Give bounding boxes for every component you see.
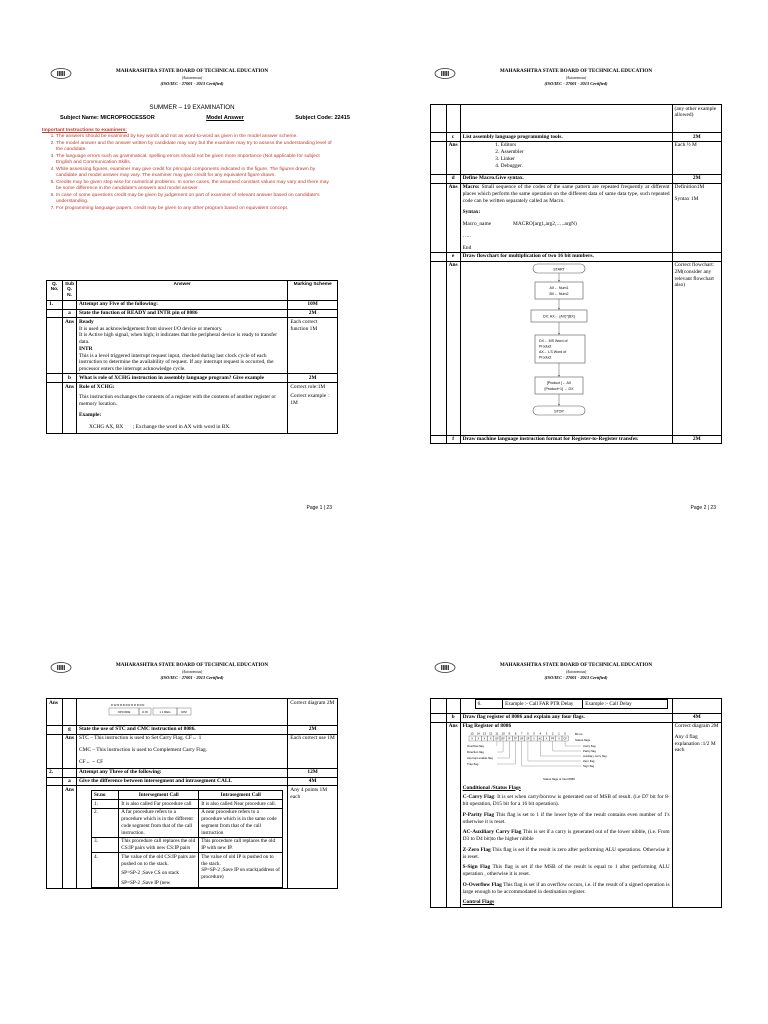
left-flag-labels bbox=[467, 741, 516, 766]
row4-inter-3: SP=SP-2 ;Save IP (new bbox=[121, 880, 171, 886]
bit-no-label: Bit no. bbox=[574, 731, 583, 736]
bit-number: 15 bbox=[470, 731, 474, 736]
format-opcode: OPCODE bbox=[117, 709, 131, 714]
syntax-body: ….. bbox=[462, 232, 471, 239]
q1g-marks: 2M bbox=[288, 725, 338, 734]
board-name: MAHARASHTRA STATE BOARD OF TECHNICAL EDUCATION bbox=[115, 662, 269, 668]
q1c-label: c bbox=[446, 133, 460, 142]
table-row bbox=[91, 853, 282, 888]
tool-item: 4. Debugger. bbox=[501, 163, 670, 170]
flow-start-label: START bbox=[552, 267, 565, 272]
q1a-marks: 2M bbox=[288, 309, 338, 318]
flow-step-store-3: AX← LS Word of bbox=[538, 350, 566, 354]
q1c-marks: 2M bbox=[672, 133, 721, 142]
row-sr: 6. bbox=[475, 700, 502, 709]
flow-step-store-1: DX← MS Word of bbox=[538, 339, 568, 343]
cmc-text: CMC – This instruction is used to Complement Carry Flag. bbox=[78, 746, 208, 753]
bit-cells bbox=[469, 736, 568, 741]
right-flag-label: Parity flag bbox=[582, 748, 596, 753]
ready-heading: Ready bbox=[79, 318, 94, 325]
left-flag-label: Direction flag bbox=[466, 749, 484, 754]
flag-register-diagram bbox=[463, 730, 669, 782]
row-intra: Example :- Call Delay bbox=[583, 700, 667, 709]
flag-name: Z-Zero Flag bbox=[462, 846, 491, 853]
iso-note: (ISO/IEC - 27001 - 2013 Certified) bbox=[160, 674, 224, 680]
right-flag-label: Zero flag bbox=[582, 758, 595, 763]
q1g-answer bbox=[76, 734, 287, 768]
q2-marks: 12M bbox=[288, 768, 338, 777]
row-inter: A far procedure refers to a procedure which is in the different code segment from that of the call instruction. bbox=[119, 808, 199, 837]
bit-cell-label: X bbox=[557, 737, 560, 741]
autonomous-note: (Autonomous) bbox=[181, 669, 203, 674]
bit-number: 3 bbox=[545, 731, 547, 736]
format-bit-labels: D W R R R R R R R R R R bbox=[110, 702, 145, 707]
bit-cell-label: PF bbox=[550, 737, 554, 741]
q1g-label: g bbox=[62, 725, 76, 734]
board-name: MAHARASHTRA STATE BOARD OF TECHNICAL EDUCATION bbox=[499, 662, 653, 668]
autonomous-note: (Autonomous) bbox=[181, 75, 203, 80]
table-row bbox=[475, 700, 667, 709]
call-diff-cell bbox=[76, 786, 287, 889]
table-row bbox=[91, 800, 282, 809]
macro-definition: Small sequence of the codes of the same pattern are repeated frequently at different places which perform the same operation on the different data of same data type, such repeated code can be written separately called as Macro. bbox=[462, 184, 670, 204]
ready-line-2: It is Active high signal, when high; it indicates that the peripheral device is ready to transfer data. bbox=[79, 332, 278, 346]
q1e-question: Draw flowchart for multiplication of two 16 bit numbers. bbox=[460, 252, 672, 261]
q1d-marks: 2M bbox=[672, 174, 721, 183]
ans-label: Ans bbox=[62, 786, 76, 889]
flag-description bbox=[463, 847, 670, 861]
subject-row bbox=[60, 115, 350, 121]
right-flag-label: Carry flag bbox=[582, 743, 596, 748]
q2a-scheme: Any 4 points 1M each bbox=[288, 786, 338, 889]
flow-step-save bbox=[535, 377, 583, 394]
multiplication-flowchart bbox=[463, 262, 669, 434]
flag-caption: Status flags of Intel 8086 bbox=[542, 776, 575, 781]
status-flags-label: Status flags bbox=[574, 737, 590, 742]
flow-step-store-4: Product bbox=[538, 355, 551, 360]
q1d-scheme-1: Definition1M bbox=[674, 184, 705, 190]
page-header bbox=[384, 68, 768, 87]
right-flag-labels bbox=[521, 741, 606, 768]
left-flag-label: Interrupt enable flag bbox=[466, 755, 493, 760]
q1b-label: b bbox=[62, 374, 76, 383]
bit-number: 2 bbox=[551, 731, 554, 736]
exam-title: SUMMER – 19 EXAMINATION bbox=[149, 104, 235, 111]
iso-note: (ISO/IEC - 27001 - 2013 Certified) bbox=[160, 80, 224, 86]
ans-label: Ans bbox=[62, 318, 76, 374]
q1c-question: List assembly language programming tools. bbox=[460, 133, 672, 142]
board-name: MAHARASHTRA STATE BOARD OF TECHNICAL EDUCATION bbox=[115, 68, 269, 74]
board-name: MAHARASHTRA STATE BOARD OF TECHNICAL EDUCATION bbox=[499, 68, 653, 74]
q1e-scheme: Correct flowchart: 2M(consider any relevant flowchart also) bbox=[672, 261, 721, 435]
row-inter bbox=[119, 853, 199, 888]
syntax-heading: Syntax: bbox=[462, 209, 481, 216]
flow-step-load bbox=[535, 282, 583, 299]
bit-cell-label: IF bbox=[507, 737, 511, 741]
q1e-label: e bbox=[446, 252, 460, 261]
model-answer-label: Model Answer bbox=[206, 115, 244, 121]
syntax-macro-args: MACRO[arg1,arg2,…..argN) bbox=[513, 221, 577, 227]
instruction-format-cell bbox=[76, 699, 287, 726]
q1b-question: What is role of XCHG instruction in assembly language program? Give example bbox=[77, 374, 288, 383]
row-intra: This procedure call replaces the old IP with new IP. bbox=[199, 837, 283, 853]
row-sr: 2. bbox=[91, 808, 118, 837]
ready-line-1: It is used as acknowledgement from slower I/O device or memory. bbox=[79, 325, 223, 332]
ans-label: Ans bbox=[62, 734, 76, 768]
iso-note: (ISO/IEC - 27001 - 2013 Certified) bbox=[544, 674, 608, 680]
iso-note: (ISO/IEC - 27001 - 2013 Certified) bbox=[544, 80, 608, 86]
flow-step-save-2: [Product+1] ← DX bbox=[544, 387, 574, 391]
q1b-scheme-2: Correct example : 1M bbox=[290, 393, 329, 407]
row-intra bbox=[199, 853, 283, 888]
instruction-item: 6. In case of some questions credit may be given by judgement on part of examiner of relevant answer based on candidate's understanding. bbox=[56, 193, 332, 206]
autonomous-note: (Autonomous) bbox=[565, 75, 587, 80]
flag-register-title: Flag Register of 8086 bbox=[462, 723, 512, 729]
flag-connector bbox=[521, 741, 580, 766]
bit-number: 0 bbox=[563, 731, 566, 736]
cf-complement: CF← ~ CF bbox=[78, 758, 104, 765]
flag-connector bbox=[497, 741, 503, 752]
intr-heading: INTR bbox=[79, 345, 93, 352]
q1d-answer bbox=[460, 183, 672, 252]
bit-cell-label: X bbox=[545, 737, 547, 741]
q2-number: 2. bbox=[47, 768, 63, 777]
th-subq: Sub Q. N. bbox=[62, 281, 76, 301]
q2a-label: a bbox=[62, 777, 76, 786]
ans-label: Ans bbox=[47, 699, 63, 726]
row-sr: 1. bbox=[91, 800, 118, 809]
q1a-answer bbox=[77, 318, 288, 374]
bit-number: 10 bbox=[501, 731, 505, 736]
ans-label: Ans bbox=[446, 261, 460, 435]
subject-code: Subject Code: 22415 bbox=[295, 115, 350, 121]
table-row bbox=[91, 837, 282, 853]
instruction-item: 1. The answers should be examined by key words and not as word-to-word as given in the model answer scheme. bbox=[56, 134, 332, 140]
page-3 bbox=[0, 512, 384, 1024]
xchg-example-heading: Example: bbox=[79, 411, 102, 418]
subject-name: Subject Name: MICROPROCESSOR bbox=[60, 115, 155, 121]
page-footer: Page 2 | 23 bbox=[690, 505, 716, 511]
tool-item: 1. Editors bbox=[501, 142, 670, 149]
syntax-end: End bbox=[462, 244, 472, 251]
format-dw: D W bbox=[142, 709, 148, 714]
instruction-item: 3. The language errors such as grammatical, spelling errors should not be given more Importance (Not applicable for subject English and Communication Skills. bbox=[56, 154, 332, 167]
flag-text: This flag is set if an overflow occurs, i.e. if the result of a signed operation is large enough to be accommodated in destination register. bbox=[462, 881, 670, 895]
row4-inter-1: The value of the old CS:IP pairs are pushed on to the stack. bbox=[121, 853, 196, 867]
q1b-marks: 2M bbox=[288, 374, 338, 383]
bit-cell-label: X bbox=[470, 737, 473, 741]
q1d-scheme-2: Syntax 1M bbox=[674, 195, 699, 202]
bit-number: 8 bbox=[514, 731, 516, 736]
left-flag-label: Overflow flag bbox=[466, 743, 484, 748]
q2b-question: Draw flag register of 8086 and explain any four flags. bbox=[460, 713, 672, 722]
q1b-scheme-1: Correct role:1M bbox=[290, 383, 326, 390]
q1a-question: State the function of READY and INTR pin of 8086 bbox=[77, 309, 288, 318]
q1-marks: 10M bbox=[288, 300, 338, 309]
flow-stop-label: STOP bbox=[553, 409, 564, 414]
bit-numbers bbox=[470, 731, 566, 735]
bit-cell-label: X bbox=[532, 737, 535, 741]
q2b-answer bbox=[460, 722, 672, 907]
page-header bbox=[0, 662, 384, 681]
instruction-item: 5. Credits may be given step wise for numerical problems. In some cases, the assumed constant values may vary and there may be some difference in the candidate's answers and model answer. bbox=[56, 180, 332, 193]
right-flag-label: Sign flag bbox=[582, 763, 594, 768]
flow-step-multiply-label: DX: AX← (AX)*(BX) bbox=[542, 314, 575, 319]
q1d-label: d bbox=[446, 174, 460, 183]
row-sr: 4. bbox=[91, 853, 118, 888]
flag-connector bbox=[497, 741, 516, 764]
q2b-label: b bbox=[446, 713, 460, 722]
left-flag-label: Trap flag bbox=[466, 761, 478, 766]
flowchart-cell bbox=[460, 261, 672, 435]
row-inter: Example :- Call FAR PTR Delay bbox=[503, 700, 583, 709]
bit-number: 13 bbox=[482, 731, 486, 736]
flag-description bbox=[463, 829, 670, 843]
page-1 bbox=[0, 0, 384, 512]
answer-table-p3 bbox=[46, 698, 338, 889]
flag-text: : It is set when carry/borrow is generated out of MSB of result. (i.e D7 bit for 8-bit operation, D15 bit for a 16 bit operation). bbox=[462, 794, 670, 807]
row-sr: 3. bbox=[91, 837, 118, 853]
th-intrasegment: Intrasegment Call bbox=[199, 791, 283, 800]
format-rm: R/M bbox=[181, 709, 187, 714]
row-inter: It is also called Far procedure call bbox=[119, 800, 199, 809]
q1f-marks: 2M bbox=[672, 435, 721, 444]
bit-cell-label: DF bbox=[501, 737, 505, 741]
flag-name: C-Carry Flag bbox=[462, 794, 495, 801]
flow-step-save-1: [Product ]← AX bbox=[546, 381, 571, 385]
right-flag-label: Auxiliary carry flag bbox=[582, 753, 607, 758]
instruction-item: 4. While assessing figures, examiner may give credit for principal components indicated in the figure. The figures drawn by candidate and model answer may vary. The examiner may give credit for any equivalent figure drawn. bbox=[56, 167, 332, 180]
flag-name: O-Overflow Flag bbox=[462, 881, 502, 888]
bit-number: 6 bbox=[526, 731, 529, 736]
q1c-scheme: Each ½ M bbox=[672, 141, 721, 174]
conditional-flags-heading: Conditional /Status Flags bbox=[462, 784, 521, 791]
xchg-role-text: This instruction exchanges the contents of a register with the contents of another register or memory location. bbox=[79, 394, 277, 408]
q1-number: 1. bbox=[47, 300, 63, 309]
ans-label: Ans bbox=[446, 722, 460, 907]
page-header bbox=[0, 68, 384, 87]
q2b-scheme-2: Any 4 flag explanation :1/2 M each bbox=[674, 733, 716, 754]
flow-step-load-2: BX← Num2 bbox=[549, 292, 569, 296]
row4-inter-2: SP=SP-2 ;Save CS on stack bbox=[121, 870, 179, 877]
instructions-list bbox=[42, 134, 332, 212]
th-qno: Q. No. bbox=[47, 281, 63, 301]
q2b-scheme-1: Correct diagram 2M bbox=[674, 723, 719, 729]
bit-number: 1 bbox=[557, 731, 560, 736]
macro-heading: Macro: bbox=[462, 184, 480, 190]
bit-number: 14 bbox=[476, 731, 480, 736]
bit-cell-label: X bbox=[489, 737, 492, 741]
bit-number: 5 bbox=[532, 731, 535, 736]
row4-intra-2: SP=SP-2 ;Save IP on stack(address of procedure) bbox=[201, 867, 280, 880]
q2b-marks: 4M bbox=[672, 713, 721, 722]
th-intersegment: Intersegment Call bbox=[119, 791, 199, 800]
bit-cell-label: X bbox=[483, 737, 485, 741]
q1b-scheme bbox=[288, 383, 338, 434]
flag-connector bbox=[540, 741, 581, 756]
page-header bbox=[384, 662, 768, 681]
bit-cell-label: OF bbox=[494, 737, 499, 741]
bit-number: 4 bbox=[539, 731, 541, 736]
q1-text: Attempt any Five of the following: bbox=[77, 300, 288, 309]
bit-number: 11 bbox=[495, 731, 499, 736]
tool-item: 2. Assembler bbox=[501, 149, 670, 156]
th-answer: Answer bbox=[77, 281, 288, 301]
flag-name: P-Parity Flag bbox=[462, 811, 495, 818]
q1d-scheme bbox=[672, 183, 721, 252]
call-difference-table bbox=[91, 790, 283, 888]
autonomous-note: (Autonomous) bbox=[565, 669, 587, 674]
q1a-label: a bbox=[62, 309, 76, 318]
flow-step-store-2: Product bbox=[538, 344, 551, 349]
q1g-question: State the use of STC and CMC instruction of 8086. bbox=[76, 725, 287, 734]
q1f-scheme: Correct diagram 2M bbox=[288, 699, 338, 726]
call-difference-table-cont bbox=[475, 699, 668, 709]
q2a-question: Give the difference between intersegment and intrasegment CALL bbox=[76, 777, 287, 786]
instruction-format-diagram bbox=[79, 700, 229, 722]
flag-text: This flag is set if the MSB of the result is equal to 1 after performing ALU operation , otherwise it is reset. bbox=[462, 864, 670, 877]
q1f-label: f bbox=[446, 435, 460, 444]
flow-step-load-1: AX← Num1 bbox=[549, 286, 569, 290]
flag-descriptions bbox=[463, 794, 670, 895]
flag-description bbox=[463, 882, 670, 896]
page-4 bbox=[384, 512, 768, 1024]
ans-label: Ans bbox=[446, 183, 460, 252]
flag-text: This flag is set to 1 if the lower byte of the result contains even number of 1's otherwise it is reset. bbox=[462, 811, 670, 825]
bit-number: 7 bbox=[520, 731, 523, 736]
q2-text: Attempt any Three of the following: bbox=[76, 768, 287, 777]
bit-cell-label: X bbox=[477, 737, 479, 741]
flag-description bbox=[463, 794, 670, 808]
bit-cell-label: AC bbox=[538, 737, 542, 741]
flag-name: S-Sign Flag bbox=[462, 864, 491, 871]
row4-intra-1: The value of old IP is pushed on to the stack. bbox=[201, 853, 274, 867]
answer-table-p4 bbox=[430, 698, 722, 908]
row-inter: This procedure call replaces the old CS:IP pairs with new CS:IP pairs bbox=[119, 837, 199, 853]
page-footer: Page 1 | 23 bbox=[306, 505, 332, 511]
th-srno: Sr.no bbox=[91, 791, 118, 800]
q2b-scheme bbox=[672, 722, 721, 907]
bit-cell-label: CF bbox=[563, 737, 567, 741]
tool-item: 3. Linker bbox=[501, 156, 670, 163]
instructions bbox=[42, 128, 332, 212]
flag-description bbox=[463, 812, 670, 826]
bit-cell-label: TF bbox=[513, 737, 517, 741]
ans-label: Ans bbox=[446, 141, 460, 174]
call-diff-continued bbox=[460, 699, 672, 714]
q1a-scheme: Each correct function 1M bbox=[288, 318, 338, 374]
q2a-marks: 4M bbox=[288, 777, 338, 786]
row-intra: It is also called Near procedure call. bbox=[199, 800, 283, 809]
bit-cell-label: SF bbox=[519, 737, 523, 741]
answer-table-p2 bbox=[430, 104, 722, 444]
flag-text: This is set if a carry is generated out of the lower nibble, (i.e. From D3 to D4 bit)to the higher nibble bbox=[462, 829, 670, 842]
instructions-heading: Important Instructions to examiners: bbox=[42, 128, 128, 133]
stc-text: STC – This instruction is used to Set Carry Flag. CF← 1 bbox=[78, 735, 202, 741]
q1f-question: Draw machine language instruction format for Register-to-Register transfer. bbox=[460, 435, 672, 444]
control-flags-heading: Control Flags bbox=[462, 899, 495, 906]
bit-number: 12 bbox=[488, 731, 492, 736]
xchg-role-heading: Role of XCHG: bbox=[79, 383, 115, 390]
bit-cell-label: ZF bbox=[526, 737, 530, 741]
flag-name: AC-Auxiliary Carry Flag bbox=[462, 829, 522, 836]
ans-label: Ans bbox=[62, 383, 76, 434]
other-example-note: (any other example allowed) bbox=[672, 105, 721, 133]
row-intra: A near procedure refers to a procedure which is in the same code segment from that of the call instruction bbox=[199, 808, 283, 837]
th-scheme: Marking Scheme bbox=[288, 281, 338, 301]
table-row bbox=[91, 808, 282, 837]
q1d-question: Define Macro.Give syntax. bbox=[460, 174, 672, 183]
syntax-macro-name: Macro_name bbox=[462, 221, 492, 227]
q1g-scheme: Each correct use 1M bbox=[288, 734, 338, 768]
flag-description bbox=[463, 864, 670, 878]
instruction-item: 2. The model answer and the answer written by candidate may vary but the examiner may try to assess the understanding level of the candidate. bbox=[56, 141, 332, 154]
instruction-item: 7. For programming language papers, credit may be given to any other program based on equivalent concept. bbox=[56, 206, 332, 212]
flag-text: This flag is set if the result is zero after performing ALU operations. Otherwise it is reset. bbox=[462, 846, 670, 860]
page-2 bbox=[384, 0, 768, 512]
tools-list bbox=[463, 142, 670, 169]
format-mod-reg: 1 1 REG bbox=[159, 709, 171, 714]
q1b-answer bbox=[77, 383, 288, 434]
intr-line: This is a level triggered interrupt request input, checked during last clock cycle of each instruction to determine the availability of request. If any interrupt request is occurred, the processor enters the interrupt acknowledge cycle. bbox=[79, 352, 274, 373]
answer-table bbox=[46, 280, 338, 434]
xchg-example-code: XCHG AX, BX ; Exchange the word in AX with word in BX. bbox=[89, 423, 231, 430]
bit-number: 9 bbox=[508, 731, 510, 736]
